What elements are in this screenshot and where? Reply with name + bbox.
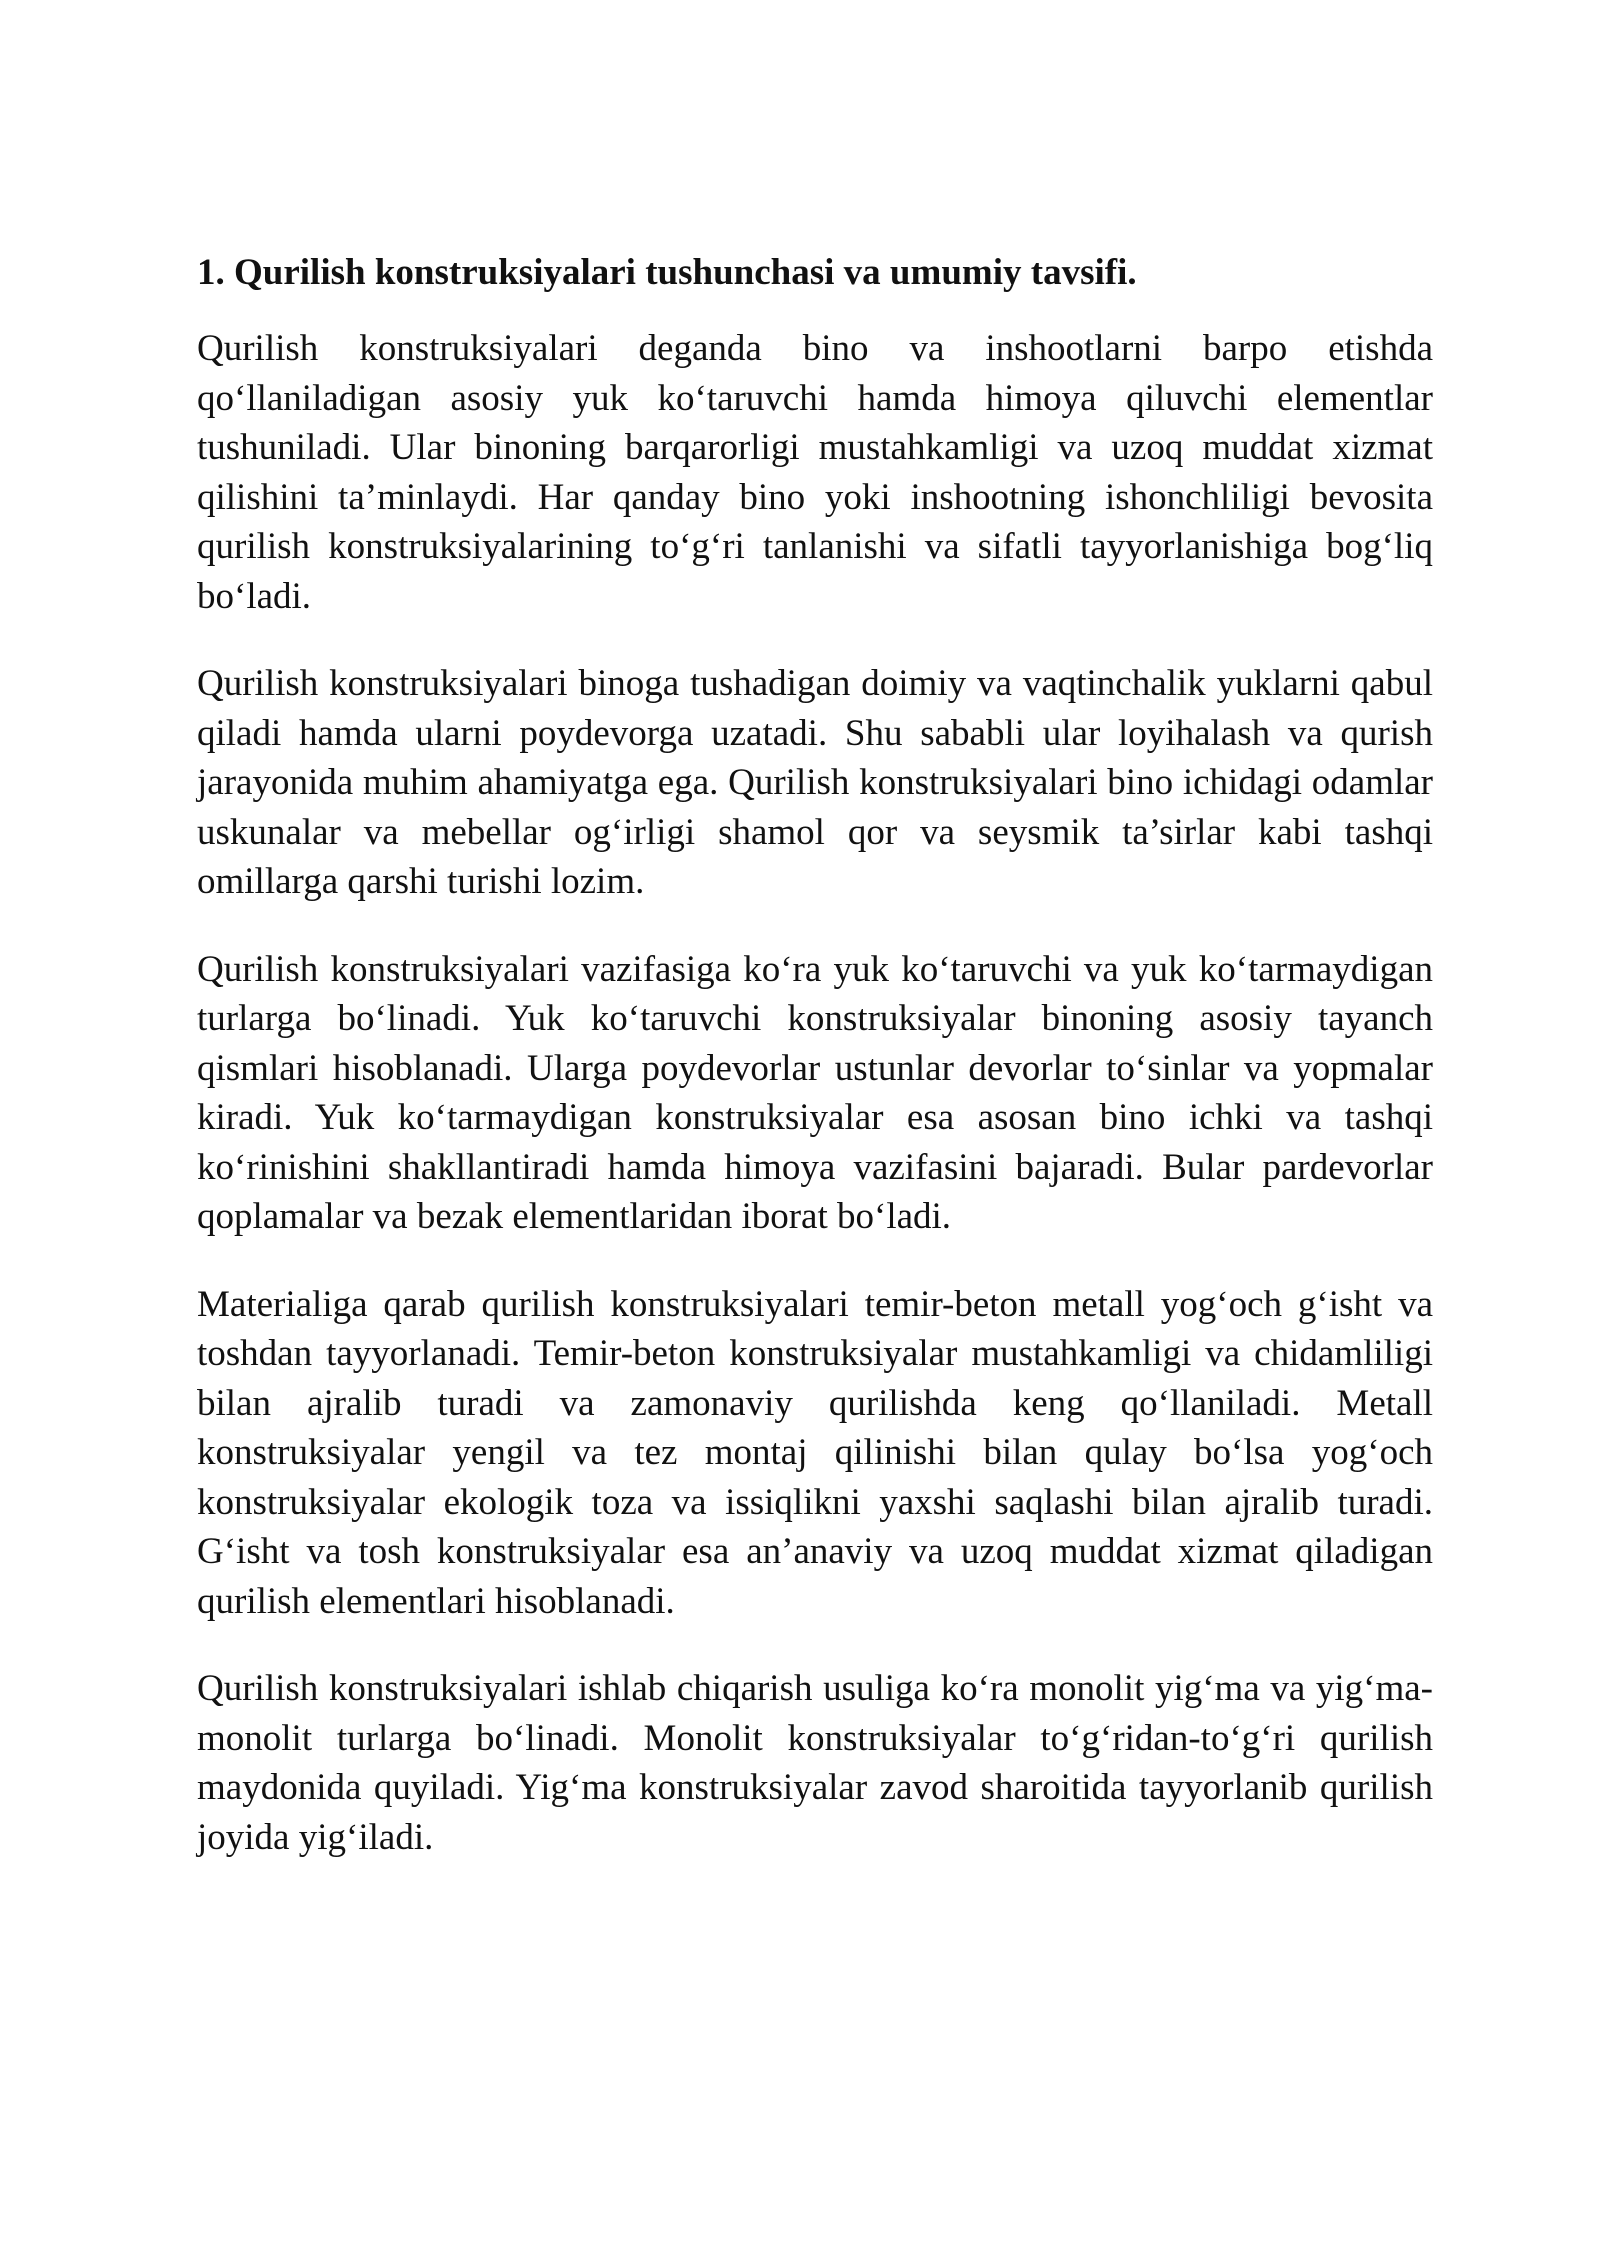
- document-page: [197, 248, 1433, 1900]
- section-heading: 1. Qurilish konstruksiyalari tushunchasi va umumiy tavsifi.: [197, 252, 1137, 293]
- paragraph-4: Materialiga qarab qurilish konstruksiyalari temir-beton metall yog‘och g‘isht va toshdan tayyorlanadi. Temir-beton konstruksiyalar mustahkamligi va chidamliligi bilan ajralib turadi va zamonaviy qurilishda keng qo‘llaniladi. Metall konstruksiyalar yengil va tez montaj qilinishi bilan qulay bo‘lsa yog‘och konstruksiyalar ekologik toza va issiqlikni yaxshi saqlashi bilan ajralib turadi. G‘isht va tosh konstruksiyalar esa an’anaviy va uzoq muddat xizmat qiladigan qurilish elementlari hisoblanadi.: [197, 1283, 1433, 1622]
- paragraph-3: Qurilish konstruksiyalari vazifasiga ko‘ra yuk ko‘taruvchi va yuk ko‘tarmaydigan turlarga bo‘linadi. Yuk ko‘taruvchi konstruksiyalar binoning asosiy tayanch qismlari hisoblanadi. Ularga poydevorlar ustunlar devorlar to‘sinlar va yopmalar kiradi. Yuk ko‘tarmaydigan konstruksiyalar esa asosan bino ichki va tashqi ko‘rinishini shakllantiradi hamda himoya vazifasini bajaradi. Bular pardevorlar qoplamalar va bezak elementlaridan iborat bo‘ladi.: [197, 948, 1433, 1237]
- paragraph-2: Qurilish konstruksiyalari binoga tushadigan doimiy va vaqtinchalik yuklarni qabul qiladi hamda ularni poydevorga uzatadi. Shu sababli ular loyihalash va qurish jarayonida muhim ahamiyatga ega. Qurilish konstruksiyalari bino ichidagi odamlar uskunalar va mebellar og‘irligi shamol qor va seysmik ta’sirlar kabi tashqi omillarga qarshi turishi lozim.: [197, 663, 1433, 902]
- paragraph-1: Qurilish konstruksiyalari deganda bino va inshootlarni barpo etishda qo‘llaniladigan asosiy yuk ko‘taruvchi hamda himoya qiluvchi elementlar tushuniladi. Ular binoning barqarorligi mustahkamligi va uzoq muddat xizmat qilishini ta’minlaydi. Har qanday bino yoki inshootning ishonchliligi bevosita qurilish konstruksiyalarining to‘g‘ri tanlanishi va sifatli tayyorlanishiga bog‘liq bo‘ladi.: [197, 328, 1433, 617]
- paragraph-5: Qurilish konstruksiyalari ishlab chiqarish usuliga ko‘ra monolit yig‘ma va yig‘ma-monolit turlarga bo‘linadi. Monolit konstruksiyalar to‘g‘ridan-to‘g‘ri qurilish maydonida quyiladi. Yig‘ma konstruksiyalar zavod sharoitida tayyorlanib qurilish joyida yig‘iladi.: [197, 1668, 1433, 1858]
